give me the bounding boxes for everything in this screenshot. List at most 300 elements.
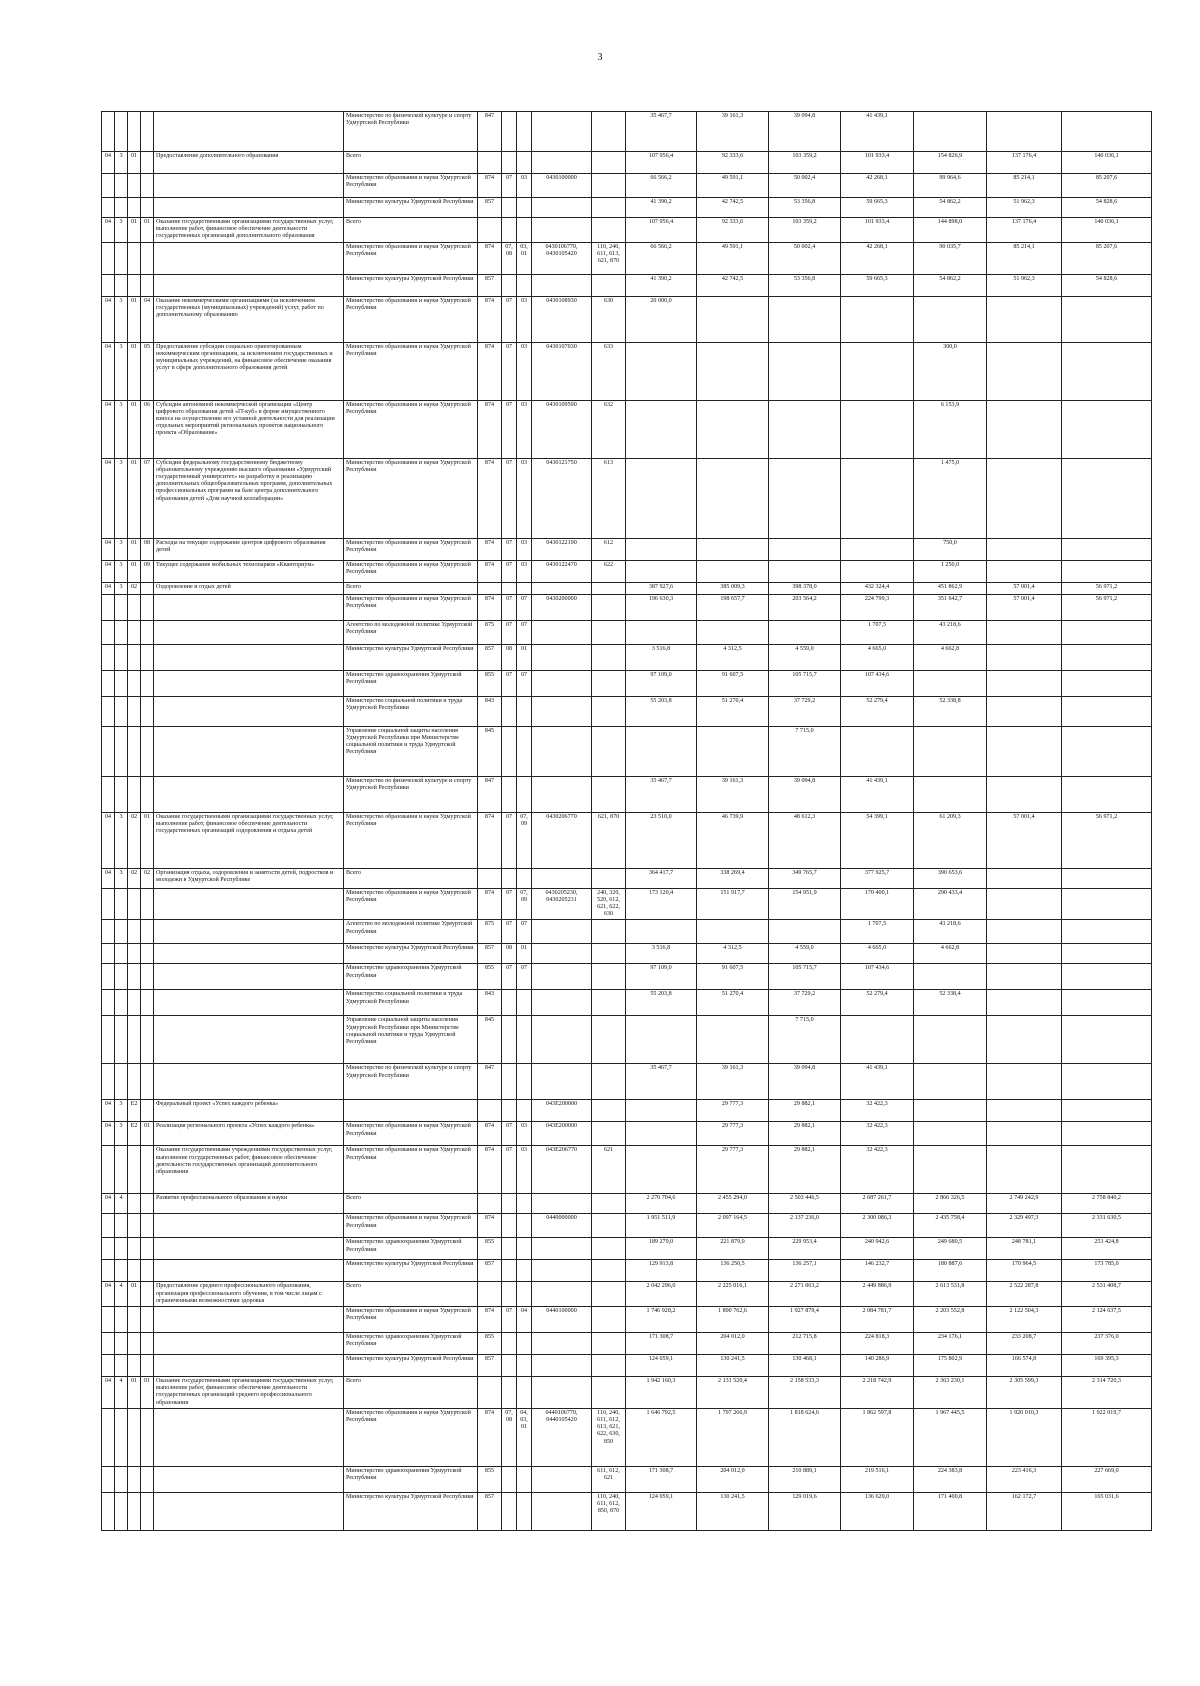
- amount-y3-cell: 50 002,4: [769, 242, 841, 274]
- amount-y4-cell: [841, 726, 914, 776]
- amount-y1-cell: 124 059,1: [626, 1492, 697, 1530]
- om-code-cell: [128, 776, 141, 812]
- m-code-cell: [141, 594, 154, 620]
- program-name-cell: [154, 776, 344, 812]
- table-row: [102, 920, 1152, 944]
- amount-y2-cell: [697, 920, 769, 944]
- grbs-code-cell: 847: [478, 776, 502, 812]
- csr-code-cell: [532, 776, 592, 812]
- grbs-code-cell: 874: [478, 560, 502, 582]
- amount-y3-cell: 53 356,8: [769, 274, 841, 296]
- pr-code-cell: 04, 03, 01: [517, 1408, 532, 1466]
- rz-code-cell: 07: [502, 1122, 517, 1146]
- pp-code-cell: [115, 198, 128, 218]
- vr-code-cell: [592, 1260, 626, 1282]
- amount-y6-cell: [987, 342, 1062, 400]
- pp-code-cell: [115, 1307, 128, 1333]
- amount-y7-cell: [1062, 400, 1152, 458]
- m-code-cell: [141, 1260, 154, 1282]
- rz-code-cell: [502, 1194, 517, 1214]
- amount-y4-cell: [841, 560, 914, 582]
- gp-code-cell: [102, 174, 115, 198]
- amount-y6-cell: 85 214,1: [987, 242, 1062, 274]
- amount-y4-cell: 224 818,3: [841, 1333, 914, 1355]
- amount-y2-cell: 2 131 520,4: [697, 1377, 769, 1409]
- om-code-cell: [128, 1146, 141, 1194]
- amount-y2-cell: 2 455 294,0: [697, 1194, 769, 1214]
- amount-y6-cell: 2 122 504,3: [987, 1307, 1062, 1333]
- vr-code-cell: [592, 1355, 626, 1377]
- om-code-cell: [128, 1466, 141, 1492]
- amount-y1-cell: 3 516,8: [626, 644, 697, 670]
- amount-y2-cell: 221 879,0: [697, 1238, 769, 1260]
- amount-y2-cell: 151 917,7: [697, 888, 769, 920]
- rz-code-cell: [502, 1260, 517, 1282]
- om-code-cell: [128, 242, 141, 274]
- table-row: [102, 670, 1152, 696]
- amount-y7-cell: [1062, 458, 1152, 538]
- grbs-code-cell: 875: [478, 620, 502, 644]
- om-code-cell: 01: [128, 458, 141, 538]
- pr-code-cell: 07, 09: [517, 812, 532, 868]
- csr-code-cell: 0430108930: [532, 296, 592, 342]
- amount-y3-cell: 398 378,0: [769, 582, 841, 594]
- table-row: [102, 1100, 1152, 1122]
- amount-y3-cell: 7 715,0: [769, 1016, 841, 1064]
- csr-code-cell: [532, 670, 592, 696]
- amount-y2-cell: [697, 560, 769, 582]
- table-row: [102, 1408, 1152, 1466]
- responsible-executor-cell: Министерство образования и науки Удмуртской Республики: [344, 342, 478, 400]
- amount-y6-cell: 137 176,4: [987, 218, 1062, 243]
- amount-y6-cell: 2 522 287,8: [987, 1282, 1062, 1307]
- m-code-cell: [141, 1214, 154, 1238]
- rz-code-cell: 07: [502, 1146, 517, 1194]
- amount-y6-cell: 2 749 242,9: [987, 1194, 1062, 1214]
- m-code-cell: [141, 1064, 154, 1100]
- pr-code-cell: 01: [517, 644, 532, 670]
- amount-y2-cell: [697, 538, 769, 560]
- responsible-executor-cell: Всего: [344, 1377, 478, 1409]
- program-name-cell: [154, 1260, 344, 1282]
- amount-y6-cell: 85 214,1: [987, 174, 1062, 198]
- vr-code-cell: [592, 726, 626, 776]
- amount-y6-cell: [987, 726, 1062, 776]
- pr-code-cell: [517, 1355, 532, 1377]
- amount-y5-cell: 171 400,8: [914, 1492, 987, 1530]
- amount-y6-cell: 170 964,5: [987, 1260, 1062, 1282]
- m-code-cell: 07: [141, 458, 154, 538]
- csr-code-cell: [532, 868, 592, 888]
- csr-code-cell: 0440100000: [532, 1307, 592, 1333]
- pp-code-cell: [115, 1408, 128, 1466]
- amount-y6-cell: 57 001,4: [987, 812, 1062, 868]
- vr-code-cell: [592, 218, 626, 243]
- responsible-executor-cell: Министерство здравоохранения Удмуртской Республики: [344, 1238, 478, 1260]
- table-row: [102, 342, 1152, 400]
- vr-code-cell: [592, 1238, 626, 1260]
- amount-y4-cell: 1 862 597,8: [841, 1408, 914, 1466]
- amount-y5-cell: 451 862,9: [914, 582, 987, 594]
- table-row: [102, 812, 1152, 868]
- amount-y2-cell: 204 012,0: [697, 1466, 769, 1492]
- amount-y1-cell: [626, 1016, 697, 1064]
- amount-y6-cell: [987, 1016, 1062, 1064]
- amount-y1-cell: [626, 920, 697, 944]
- pr-code-cell: 03: [517, 400, 532, 458]
- table-row: [102, 1214, 1152, 1238]
- pp-code-cell: 3: [115, 582, 128, 594]
- grbs-code-cell: 857: [478, 1492, 502, 1530]
- pp-code-cell: [115, 174, 128, 198]
- csr-code-cell: 0430100000: [532, 174, 592, 198]
- grbs-code-cell: 874: [478, 1408, 502, 1466]
- grbs-code-cell: 855: [478, 1238, 502, 1260]
- pr-code-cell: [517, 990, 532, 1016]
- amount-y4-cell: 170 400,1: [841, 888, 914, 920]
- amount-y3-cell: 29 882,1: [769, 1100, 841, 1122]
- grbs-code-cell: 857: [478, 198, 502, 218]
- budget-table-body: [102, 112, 1152, 1531]
- amount-y5-cell: 2 613 531,8: [914, 1282, 987, 1307]
- table-row: [102, 776, 1152, 812]
- pp-code-cell: 3: [115, 1100, 128, 1122]
- responsible-executor-cell: Министерство образования и науки Удмуртской Республики: [344, 812, 478, 868]
- csr-code-cell: 0440106770, 0440105420: [532, 1408, 592, 1466]
- amount-y6-cell: [987, 112, 1062, 152]
- om-code-cell: [128, 888, 141, 920]
- amount-y3-cell: 349 765,7: [769, 868, 841, 888]
- m-code-cell: 01: [141, 812, 154, 868]
- rz-code-cell: [502, 696, 517, 726]
- m-code-cell: [141, 582, 154, 594]
- amount-y5-cell: 390 653,6: [914, 868, 987, 888]
- program-name-cell: Оказание некоммерческими организациями (за исключением государственных (муниципальных) учреждений) услуг, работ по дополнительному образованию: [154, 296, 344, 342]
- om-code-cell: [128, 644, 141, 670]
- amount-y5-cell: 90 035,7: [914, 242, 987, 274]
- csr-code-cell: [532, 964, 592, 990]
- gp-code-cell: 04: [102, 342, 115, 400]
- vr-code-cell: [592, 990, 626, 1016]
- pp-code-cell: [115, 1333, 128, 1355]
- m-code-cell: [141, 726, 154, 776]
- m-code-cell: [141, 198, 154, 218]
- grbs-code-cell: 843: [478, 696, 502, 726]
- m-code-cell: 01: [141, 1122, 154, 1146]
- program-name-cell: [154, 274, 344, 296]
- pp-code-cell: [115, 670, 128, 696]
- amount-y5-cell: 54 862,2: [914, 198, 987, 218]
- pp-code-cell: [115, 776, 128, 812]
- amount-y4-cell: 101 933,4: [841, 152, 914, 174]
- grbs-code-cell: 874: [478, 400, 502, 458]
- pr-code-cell: 03: [517, 342, 532, 400]
- program-name-cell: Оказание государственными организациями государственных услуг, выполнение работ, финансовое обеспечение деятельности государственных организаций оздоровления и отдыха детей: [154, 812, 344, 868]
- rz-code-cell: 07: [502, 670, 517, 696]
- table-row: [102, 726, 1152, 776]
- amount-y3-cell: 2 137 236,0: [769, 1214, 841, 1238]
- vr-code-cell: [592, 644, 626, 670]
- gp-code-cell: 04: [102, 1122, 115, 1146]
- m-code-cell: [141, 620, 154, 644]
- amount-y5-cell: 234 176,1: [914, 1333, 987, 1355]
- pr-code-cell: [517, 218, 532, 243]
- rz-code-cell: [502, 868, 517, 888]
- pr-code-cell: 07: [517, 670, 532, 696]
- amount-y5-cell: 1 967 445,5: [914, 1408, 987, 1466]
- table-row: [102, 560, 1152, 582]
- amount-y7-cell: 56 971,2: [1062, 582, 1152, 594]
- program-name-cell: [154, 964, 344, 990]
- m-code-cell: [141, 1100, 154, 1122]
- table-row: [102, 1260, 1152, 1282]
- gp-code-cell: [102, 1492, 115, 1530]
- amount-y1-cell: 189 279,0: [626, 1238, 697, 1260]
- rz-code-cell: [502, 152, 517, 174]
- budget-table: [101, 111, 1152, 1531]
- amount-y3-cell: 105 715,7: [769, 964, 841, 990]
- program-name-cell: [154, 696, 344, 726]
- om-code-cell: [128, 112, 141, 152]
- csr-code-cell: 0440000000: [532, 1214, 592, 1238]
- om-code-cell: 02: [128, 582, 141, 594]
- amount-y7-cell: 253 424,8: [1062, 1238, 1152, 1260]
- grbs-code-cell: 845: [478, 1016, 502, 1064]
- rz-code-cell: [502, 1355, 517, 1377]
- amount-y1-cell: 1 646 792,5: [626, 1408, 697, 1466]
- rz-code-cell: [502, 1016, 517, 1064]
- om-code-cell: E2: [128, 1100, 141, 1122]
- vr-code-cell: 110, 240, 611, 612, 613, 621, 622, 630, 850: [592, 1408, 626, 1466]
- grbs-code-cell: [478, 152, 502, 174]
- amount-y1-cell: 35 467,7: [626, 1064, 697, 1100]
- csr-code-cell: [532, 1333, 592, 1355]
- program-name-cell: [154, 1408, 344, 1466]
- amount-y3-cell: 103 359,2: [769, 152, 841, 174]
- rz-code-cell: 08: [502, 944, 517, 964]
- amount-y6-cell: [987, 1064, 1062, 1100]
- table-row: [102, 1307, 1152, 1333]
- amount-y7-cell: [1062, 112, 1152, 152]
- gp-code-cell: [102, 990, 115, 1016]
- csr-code-cell: [532, 198, 592, 218]
- responsible-executor-cell: Министерство культуры Удмуртской Республики: [344, 274, 478, 296]
- budget-sheet: [101, 111, 1152, 1531]
- grbs-code-cell: 874: [478, 342, 502, 400]
- csr-code-cell: 0430200000: [532, 594, 592, 620]
- amount-y6-cell: [987, 1122, 1062, 1146]
- pr-code-cell: [517, 1238, 532, 1260]
- pr-code-cell: 01: [517, 944, 532, 964]
- om-code-cell: 01: [128, 152, 141, 174]
- csr-code-cell: [532, 920, 592, 944]
- responsible-executor-cell: Министерство культуры Удмуртской Республики: [344, 1355, 478, 1377]
- pr-code-cell: 03: [517, 458, 532, 538]
- amount-y1-cell: 55 203,8: [626, 696, 697, 726]
- amount-y5-cell: 99 964,6: [914, 174, 987, 198]
- pp-code-cell: [115, 1146, 128, 1194]
- csr-code-cell: [532, 582, 592, 594]
- pp-code-cell: 4: [115, 1194, 128, 1214]
- amount-y5-cell: [914, 1016, 987, 1064]
- pp-code-cell: [115, 274, 128, 296]
- responsible-executor-cell: Министерство культуры Удмуртской Республики: [344, 1260, 478, 1282]
- amount-y5-cell: 2 363 230,1: [914, 1377, 987, 1409]
- vr-code-cell: [592, 582, 626, 594]
- amount-y6-cell: [987, 538, 1062, 560]
- amount-y4-cell: 52 279,4: [841, 696, 914, 726]
- gp-code-cell: 04: [102, 458, 115, 538]
- amount-y1-cell: 171 308,7: [626, 1466, 697, 1492]
- grbs-code-cell: 874: [478, 812, 502, 868]
- vr-code-cell: 612: [592, 538, 626, 560]
- amount-y2-cell: 39 161,3: [697, 1064, 769, 1100]
- m-code-cell: [141, 1333, 154, 1355]
- amount-y1-cell: [626, 1146, 697, 1194]
- amount-y3-cell: 129 019,6: [769, 1492, 841, 1530]
- amount-y3-cell: 1 927 879,4: [769, 1307, 841, 1333]
- vr-code-cell: 622: [592, 560, 626, 582]
- vr-code-cell: 110, 240, 611, 612, 850, 870: [592, 1492, 626, 1530]
- om-code-cell: [128, 1064, 141, 1100]
- rz-code-cell: 07: [502, 888, 517, 920]
- pr-code-cell: 07, 09: [517, 888, 532, 920]
- rz-code-cell: [502, 274, 517, 296]
- csr-code-cell: [532, 620, 592, 644]
- pr-code-cell: [517, 1492, 532, 1530]
- amount-y1-cell: [626, 620, 697, 644]
- amount-y6-cell: 223 416,3: [987, 1466, 1062, 1492]
- pr-code-cell: 07: [517, 964, 532, 990]
- m-code-cell: [141, 964, 154, 990]
- amount-y7-cell: 2 314 720,3: [1062, 1377, 1152, 1409]
- grbs-code-cell: 857: [478, 944, 502, 964]
- program-name-cell: Оказание государственными организациями государственных услуг, выполнение работ, финансовое обеспечение деятельности государственных организаций дополнительного образования: [154, 218, 344, 243]
- amount-y5-cell: 224 383,8: [914, 1466, 987, 1492]
- gp-code-cell: 04: [102, 400, 115, 458]
- gp-code-cell: [102, 1466, 115, 1492]
- csr-code-cell: 0430205230, 0430205231: [532, 888, 592, 920]
- program-name-cell: Оказание государственными организациями государственных услуг, выполнение работ, финансовое обеспечение деятельности государственных организаций среднего профессионального образования: [154, 1377, 344, 1409]
- rz-code-cell: 07: [502, 296, 517, 342]
- rz-code-cell: [502, 218, 517, 243]
- program-name-cell: [154, 112, 344, 152]
- pr-code-cell: 03: [517, 1146, 532, 1194]
- amount-y1-cell: [626, 726, 697, 776]
- om-code-cell: 01: [128, 400, 141, 458]
- program-name-cell: [154, 1214, 344, 1238]
- csr-code-cell: [532, 726, 592, 776]
- pr-code-cell: 07: [517, 620, 532, 644]
- table-row: [102, 174, 1152, 198]
- responsible-executor-cell: Министерство образования и науки Удмуртской Республики: [344, 458, 478, 538]
- amount-y3-cell: 29 882,1: [769, 1122, 841, 1146]
- table-row: [102, 198, 1152, 218]
- amount-y6-cell: [987, 670, 1062, 696]
- program-name-cell: Развитие профессионального образования и науки: [154, 1194, 344, 1214]
- csr-code-cell: 043E200000: [532, 1122, 592, 1146]
- amount-y2-cell: 92 333,6: [697, 218, 769, 243]
- program-name-cell: [154, 990, 344, 1016]
- amount-y3-cell: 210 889,1: [769, 1466, 841, 1492]
- grbs-code-cell: 857: [478, 1260, 502, 1282]
- grbs-code-cell: 874: [478, 296, 502, 342]
- amount-y4-cell: 2 449 886,9: [841, 1282, 914, 1307]
- csr-code-cell: [532, 1064, 592, 1100]
- vr-code-cell: [592, 274, 626, 296]
- gp-code-cell: [102, 1408, 115, 1466]
- om-code-cell: 01: [128, 1282, 141, 1307]
- amount-y7-cell: [1062, 1016, 1152, 1064]
- gp-code-cell: 04: [102, 560, 115, 582]
- responsible-executor-cell: Всего: [344, 1282, 478, 1307]
- amount-y2-cell: 2 225 016,1: [697, 1282, 769, 1307]
- gp-code-cell: [102, 696, 115, 726]
- amount-y7-cell: 140 036,1: [1062, 218, 1152, 243]
- rz-code-cell: [502, 1100, 517, 1122]
- amount-y1-cell: 2 270 704,6: [626, 1194, 697, 1214]
- program-name-cell: Расходы на текущее содержание центров цифрового образования детей: [154, 538, 344, 560]
- program-name-cell: [154, 1466, 344, 1492]
- responsible-executor-cell: Агентство по молодежной политике Удмуртской Республики: [344, 620, 478, 644]
- amount-y6-cell: 57 001,4: [987, 582, 1062, 594]
- amount-y3-cell: 130 468,1: [769, 1355, 841, 1377]
- pr-code-cell: 03: [517, 296, 532, 342]
- om-code-cell: [128, 1307, 141, 1333]
- amount-y4-cell: 32 422,3: [841, 1146, 914, 1194]
- program-name-cell: Субсидия автономной некоммерческой организации «Центр цифрового образования детей «IT-куб» в форме имущественного взноса на осуществление его уставной деятельности для реализации отдельных мероприятий региональных проектов национального проекта «Образование»: [154, 400, 344, 458]
- vr-code-cell: [592, 776, 626, 812]
- amount-y4-cell: 2 084 781,7: [841, 1307, 914, 1333]
- csr-code-cell: 0430122470: [532, 560, 592, 582]
- amount-y3-cell: 203 564,2: [769, 594, 841, 620]
- pp-code-cell: [115, 620, 128, 644]
- responsible-executor-cell: Министерство образования и науки Удмуртской Республики: [344, 1214, 478, 1238]
- grbs-code-cell: 874: [478, 538, 502, 560]
- amount-y2-cell: 1 797 266,9: [697, 1408, 769, 1466]
- amount-y5-cell: 4 662,8: [914, 944, 987, 964]
- amount-y3-cell: 37 729,2: [769, 990, 841, 1016]
- gp-code-cell: [102, 726, 115, 776]
- vr-code-cell: 110, 240, 611, 613, 621, 870: [592, 242, 626, 274]
- table-row: [102, 1064, 1152, 1100]
- responsible-executor-cell: Министерство культуры Удмуртской Республики: [344, 198, 478, 218]
- om-code-cell: 01: [128, 296, 141, 342]
- amount-y2-cell: 49 591,1: [697, 174, 769, 198]
- responsible-executor-cell: Министерство образования и науки Удмуртской Республики: [344, 400, 478, 458]
- grbs-code-cell: [478, 582, 502, 594]
- rz-code-cell: [502, 1282, 517, 1307]
- grbs-code-cell: 874: [478, 1146, 502, 1194]
- csr-code-cell: [532, 1466, 592, 1492]
- pr-code-cell: [517, 1064, 532, 1100]
- amount-y3-cell: [769, 620, 841, 644]
- gp-code-cell: [102, 274, 115, 296]
- amount-y1-cell: 66 566,2: [626, 174, 697, 198]
- amount-y3-cell: 37 729,2: [769, 696, 841, 726]
- grbs-code-cell: 855: [478, 670, 502, 696]
- pp-code-cell: 3: [115, 1122, 128, 1146]
- om-code-cell: [128, 1355, 141, 1377]
- page-number: 3: [597, 52, 603, 63]
- grbs-code-cell: 874: [478, 242, 502, 274]
- vr-code-cell: 621, 870: [592, 812, 626, 868]
- amount-y5-cell: [914, 1100, 987, 1122]
- amount-y3-cell: 50 002,4: [769, 174, 841, 198]
- responsible-executor-cell: Министерство образования и науки Удмуртской Республики: [344, 1146, 478, 1194]
- rz-code-cell: 07, 08: [502, 242, 517, 274]
- pr-code-cell: 03: [517, 174, 532, 198]
